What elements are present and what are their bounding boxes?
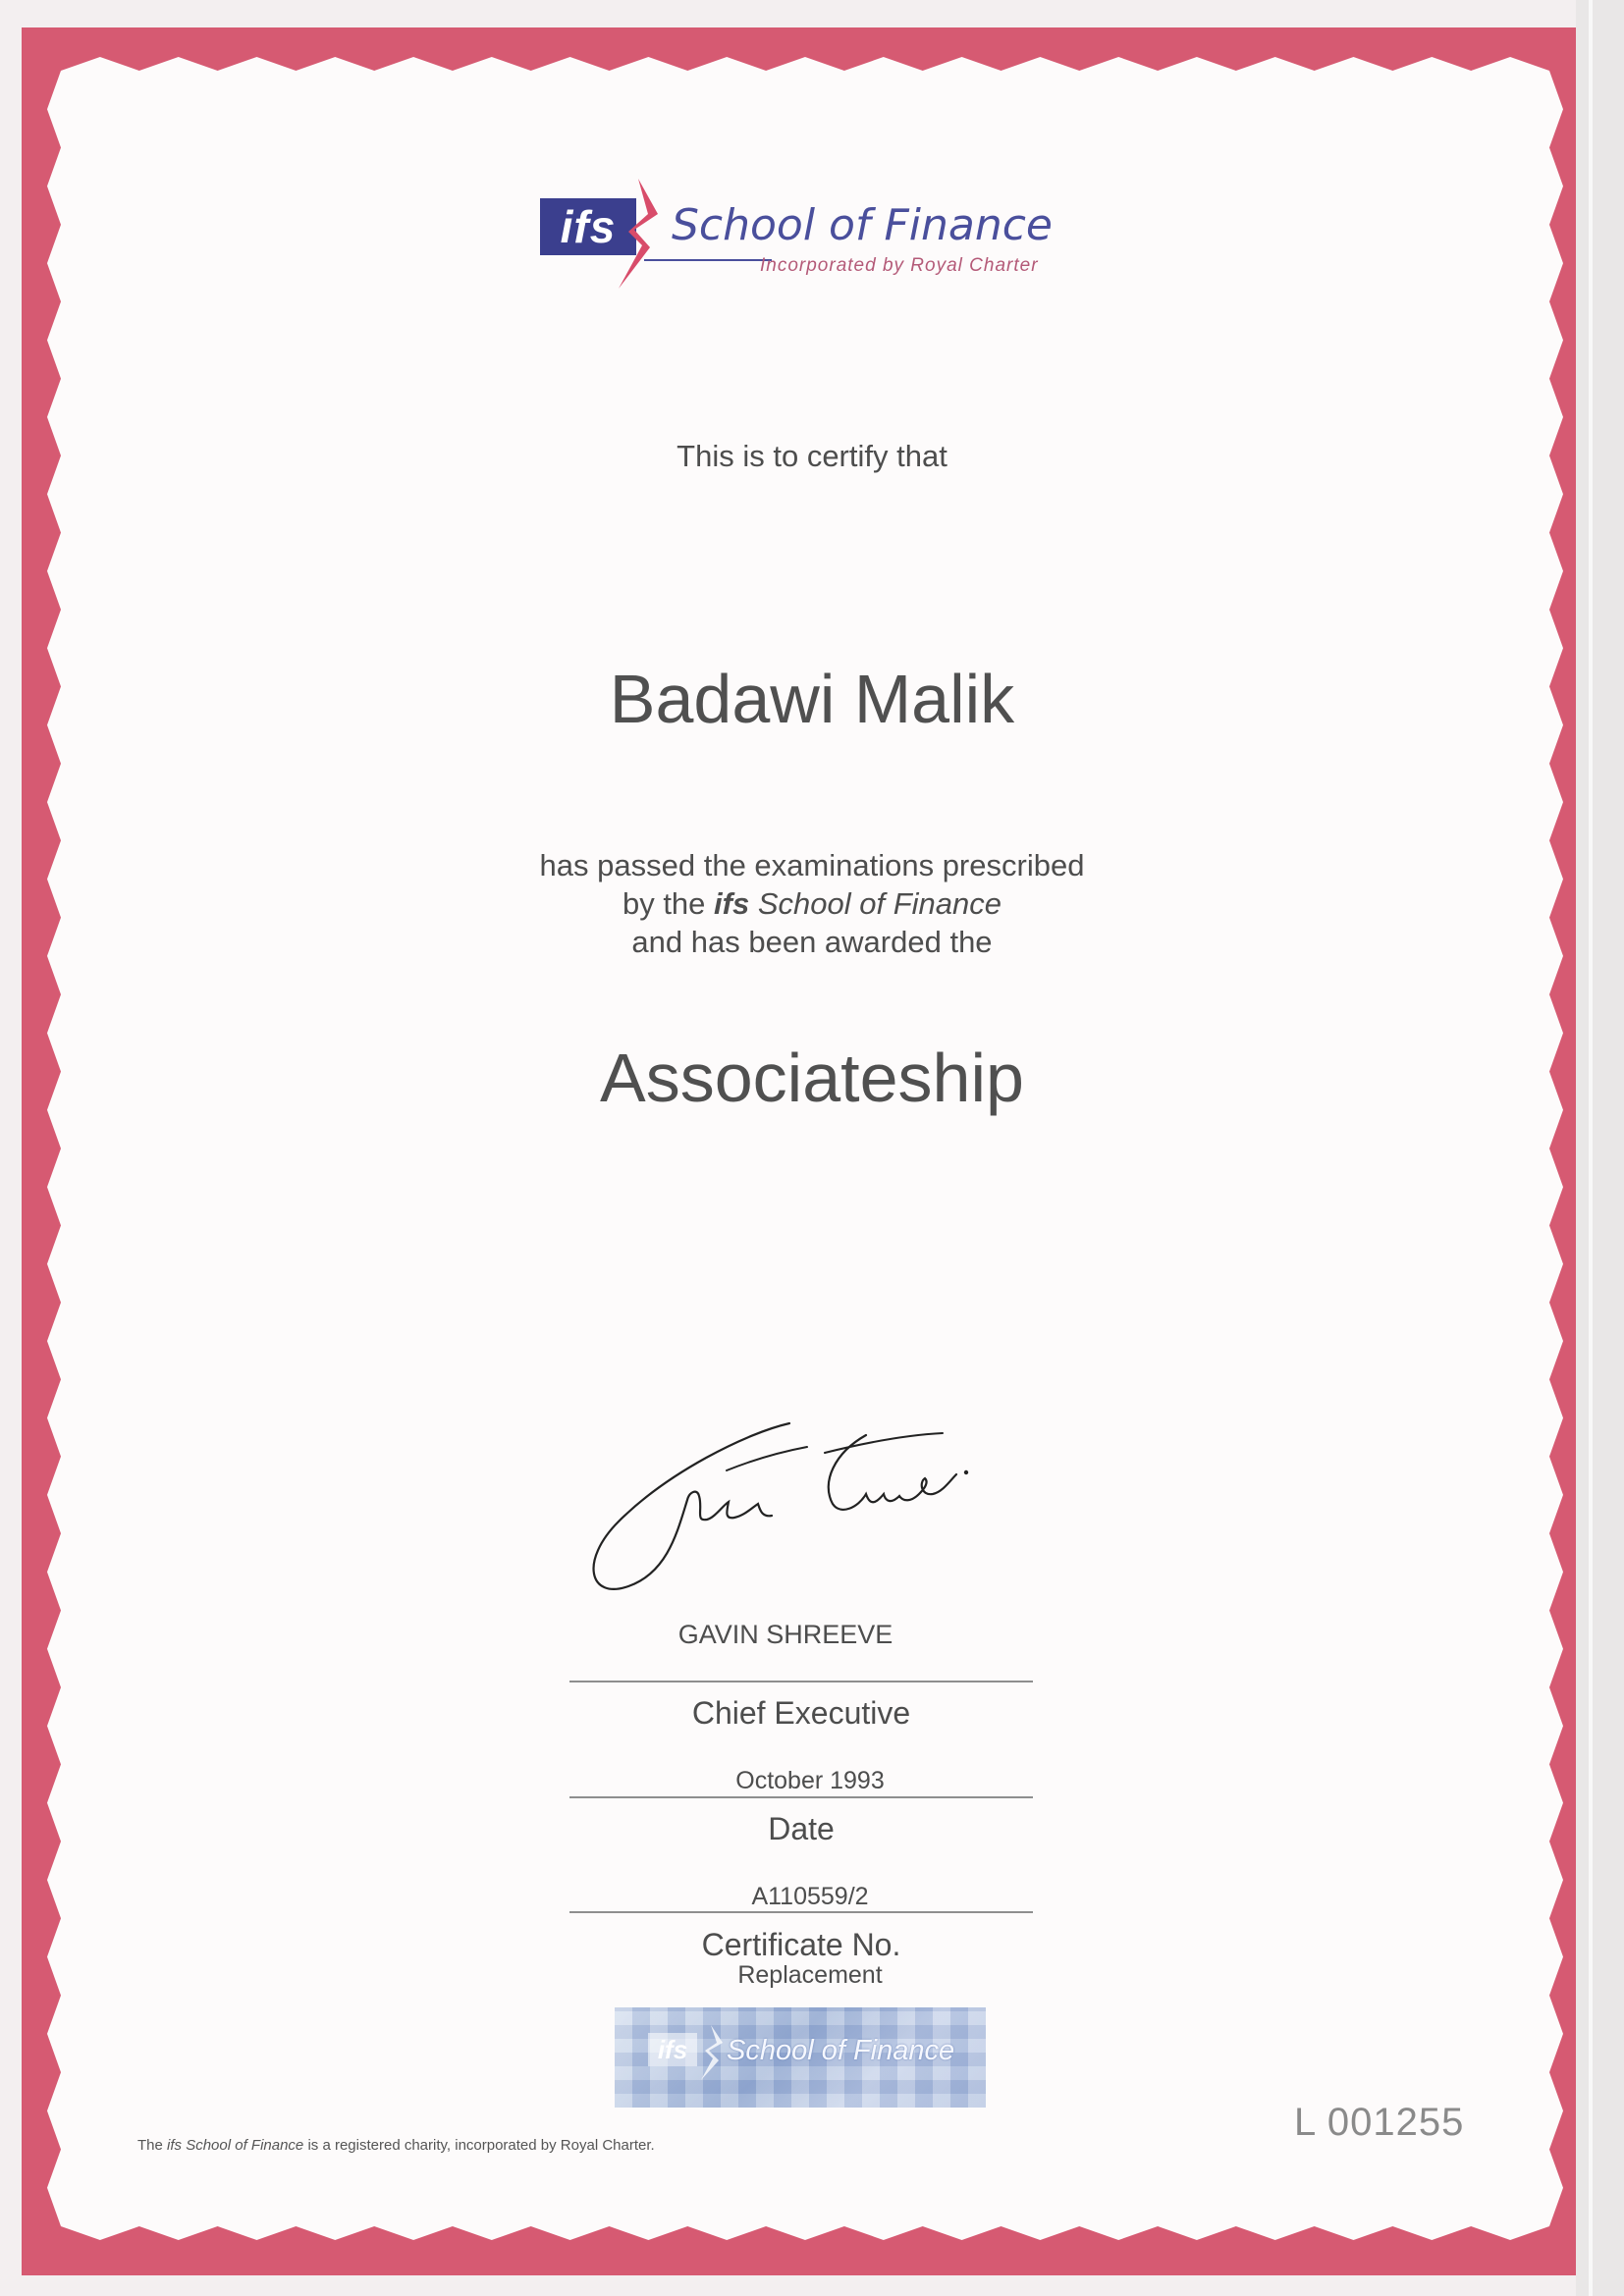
- footer-school-name: School of Finance: [186, 2137, 304, 2154]
- award-title: Associateship: [600, 1040, 1024, 1116]
- certify-intro: This is to certify that: [677, 439, 947, 473]
- signature-line: [569, 1681, 1033, 1682]
- footer-note: [137, 2137, 655, 2154]
- logo-name: School of Finance: [672, 200, 1053, 250]
- serial-number: L 001255: [1294, 2101, 1465, 2144]
- replacement-note: Replacement: [737, 1961, 883, 1989]
- award-statement: [0, 846, 1624, 961]
- statement-school-name: School of Finance: [757, 886, 1002, 921]
- statement-line-3: and has been awarded the: [631, 925, 993, 959]
- certificate-line: [569, 1911, 1033, 1913]
- recipient-name: Badawi Malik: [609, 661, 1015, 737]
- statement-by-the: by the: [622, 886, 706, 921]
- hologram-swoosh-icon: [697, 2023, 727, 2082]
- hologram-ifs-mark: ifs: [648, 2033, 697, 2066]
- ifs-logo: [538, 175, 1068, 293]
- signer-name: GAVIN SHREEVE: [677, 1620, 893, 1649]
- footer-post: is a registered charity, incorporated by Royal Charter.: [307, 2137, 655, 2154]
- ifs-logo-mark: ifs: [540, 198, 636, 255]
- footer-ifs-mark: ifs: [167, 2137, 183, 2154]
- statement-line-1: has passed the examinations prescribed: [539, 848, 1085, 882]
- hologram-name: School of Finance: [727, 2035, 955, 2066]
- signer-title: Chief Executive: [691, 1695, 911, 1731]
- footer-pre: The: [137, 2137, 163, 2154]
- statement-line-2: [0, 884, 1624, 923]
- signature-image: [579, 1414, 992, 1610]
- certificate-number-value: A110559/2: [751, 1883, 869, 1910]
- statement-ifs-mark: ifs: [714, 886, 750, 921]
- date-value: October 1993: [735, 1767, 885, 1794]
- date-line: [569, 1796, 1033, 1798]
- hologram-seal: [615, 2007, 986, 2108]
- logo-underline: [644, 259, 772, 261]
- date-label: Date: [768, 1811, 835, 1846]
- logo-swoosh-icon: [609, 175, 668, 291]
- certificate-number-label: Certificate No.: [701, 1927, 901, 1962]
- logo-tagline: Incorporated by Royal Charter: [760, 255, 1039, 276]
